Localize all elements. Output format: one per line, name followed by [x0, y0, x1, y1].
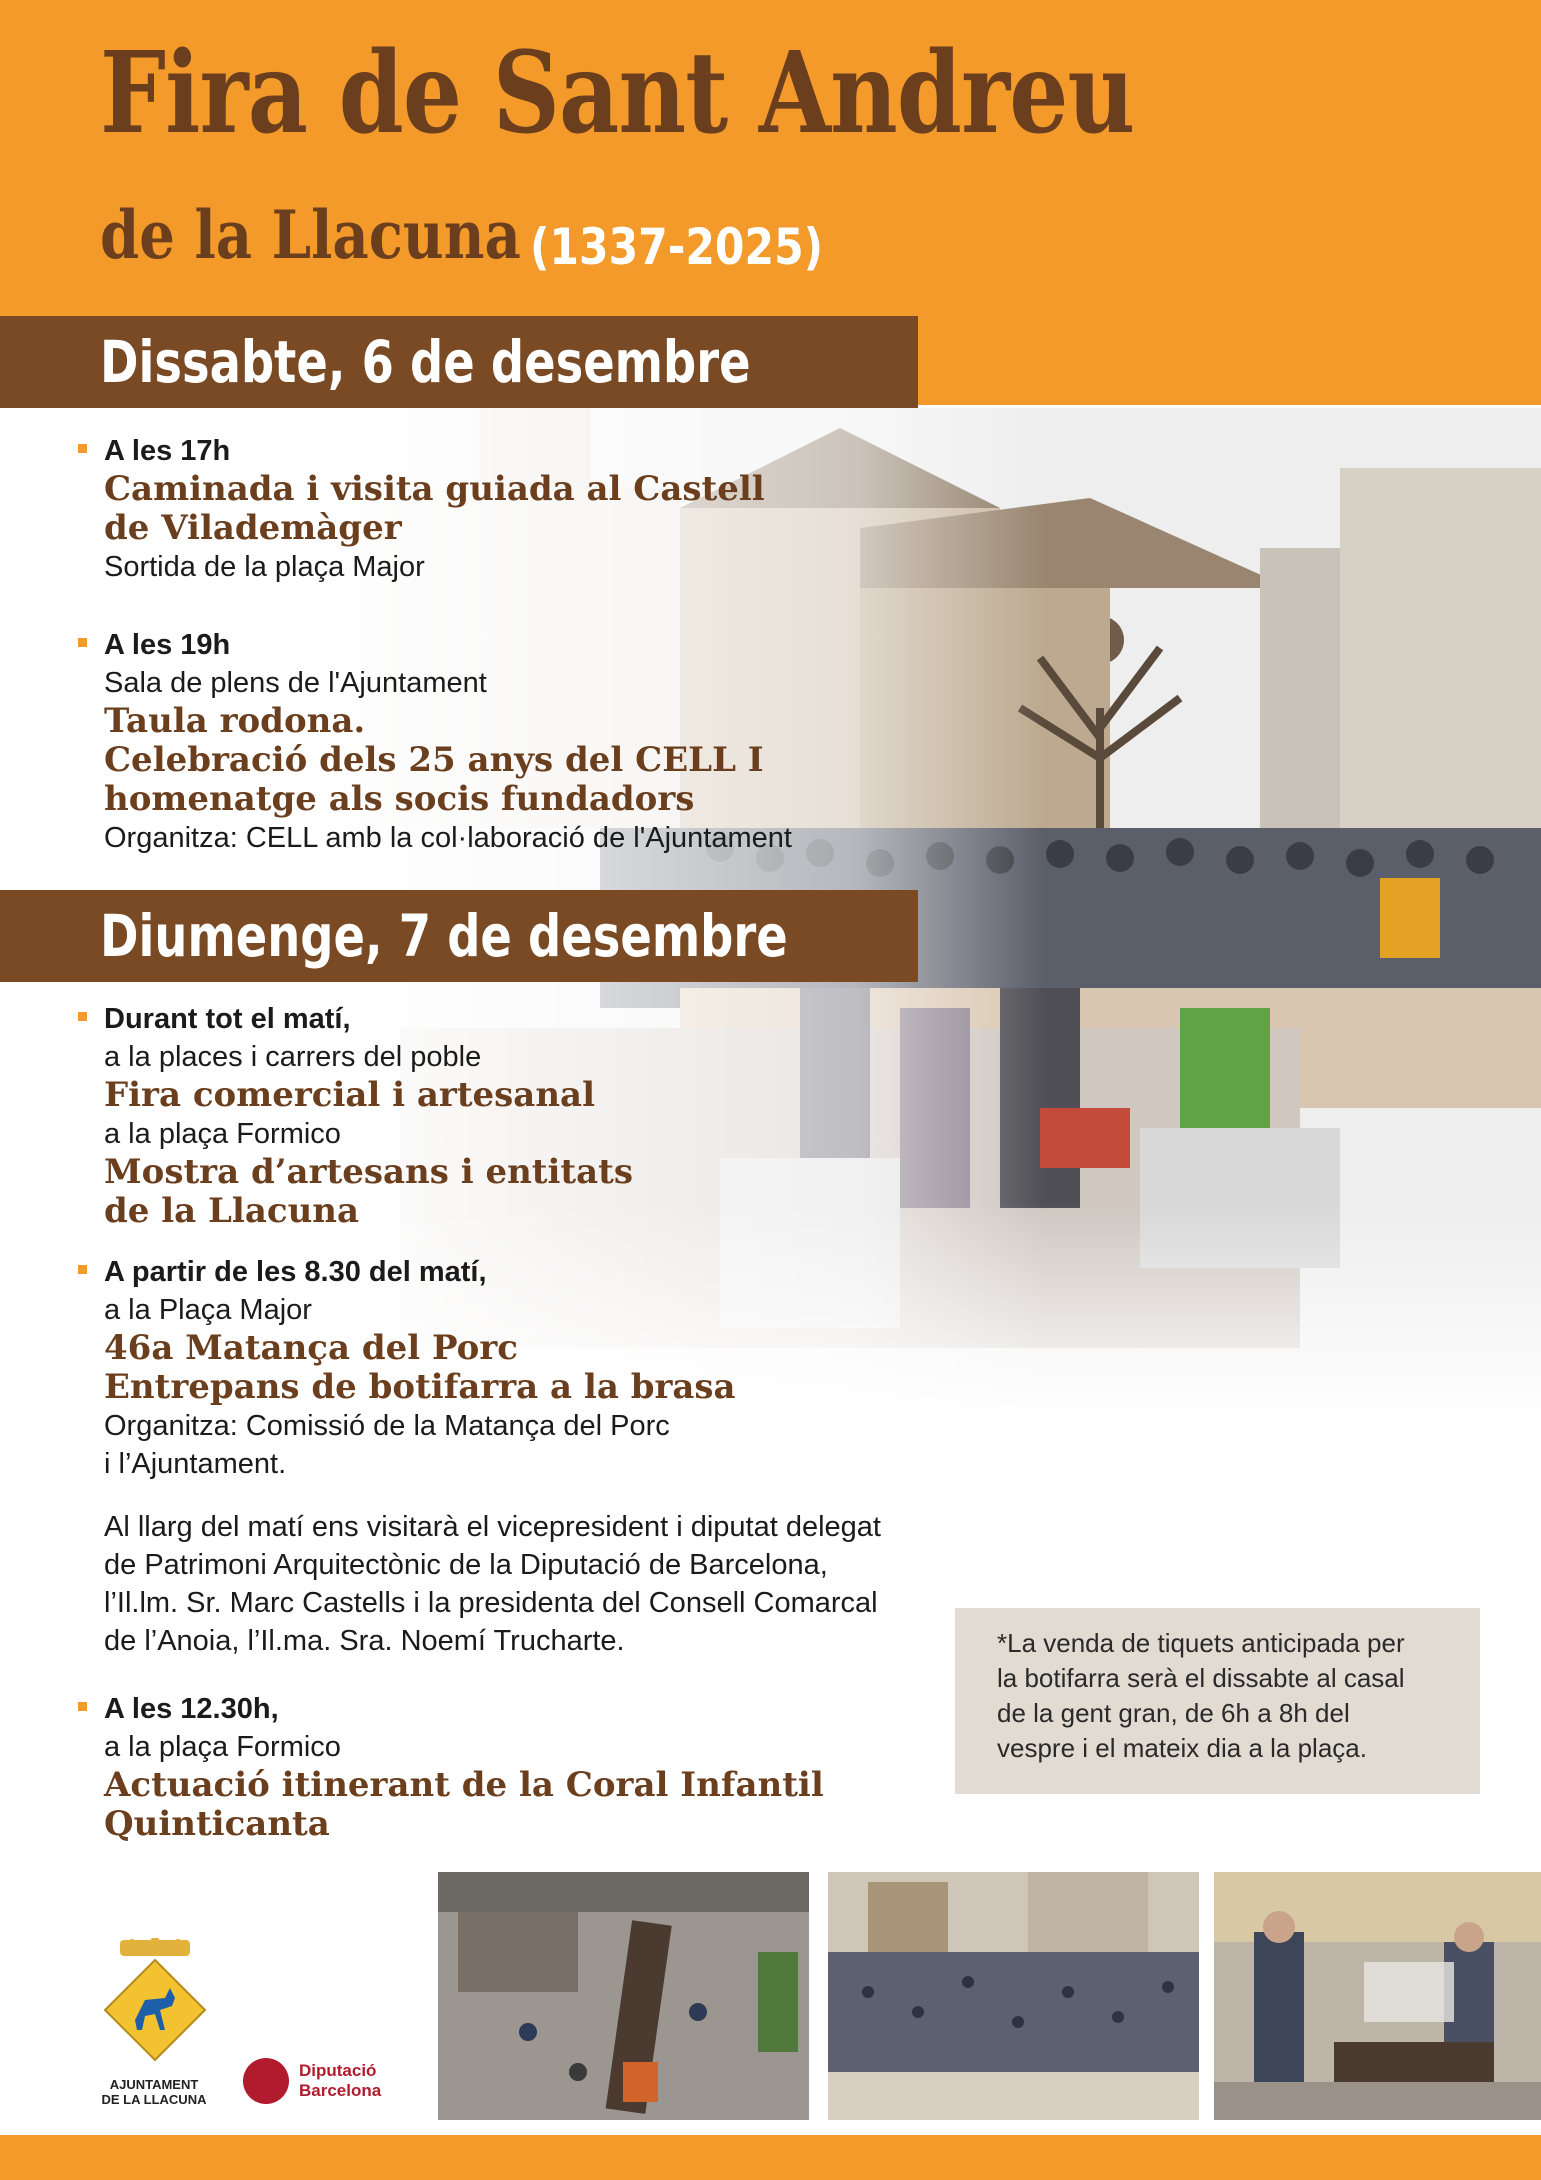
- bullet-icon: [78, 444, 87, 453]
- event-time: A les 19h: [104, 629, 231, 661]
- event-title-line: Caminada i visita guiada al Castell: [104, 469, 765, 509]
- event-time: A les 12.30h,: [104, 1693, 279, 1725]
- event-place: a la plaça Formico: [104, 1731, 341, 1763]
- poster-subtitle: [100, 196, 824, 276]
- poster-years: (1337-2025): [530, 218, 824, 276]
- bullet-icon: [78, 1012, 87, 1021]
- ajuntament-logo-text: [84, 2077, 224, 2107]
- event-organizer: Organitza: CELL amb la col·laboració de l'Ajuntament: [104, 822, 792, 854]
- poster-place: de la Llacuna: [100, 196, 521, 274]
- event-place: Sala de plens de l'Ajuntament: [104, 667, 487, 699]
- event-title-line: 46a Matança del Porc: [104, 1328, 518, 1368]
- diputacio-emblem-icon: [243, 2058, 289, 2104]
- event-time: A les 17h: [104, 435, 231, 467]
- note-line: de la gent gran, de 6h a 8h del: [997, 1698, 1350, 1728]
- event-title-line: Quinticanta: [104, 1804, 330, 1844]
- event-place: a la places i carrers del poble: [104, 1041, 482, 1073]
- event-title-line: Entrepans de botifarra a la brasa: [104, 1367, 736, 1407]
- sunday-label: Diumenge, 7 de desembre: [100, 902, 788, 970]
- ticket-note-text: [997, 1626, 1405, 1766]
- diputacio-line: Diputació: [299, 2061, 377, 2080]
- visit-paragraph: [104, 1508, 924, 1660]
- event-title-line: Celebració dels 25 anys del CELL I: [104, 740, 764, 780]
- event-17h: [104, 432, 984, 586]
- note-line: la botifarra serà el dissabte al casal: [997, 1663, 1405, 1693]
- bullet-icon: [78, 638, 87, 647]
- event-title-line: Mostra d’artesans i entitats: [104, 1152, 634, 1192]
- footer-bar: [0, 2135, 1541, 2180]
- event-title: Fira comercial i artesanal: [104, 1075, 596, 1115]
- note-line: *La venda de tiquets anticipada per: [997, 1628, 1405, 1658]
- event-title-line: homenatge als socis fundadors: [104, 779, 695, 819]
- visit-line: de Patrimoni Arquitectònic de la Diputació de Barcelona,: [104, 1549, 828, 1581]
- event-morning: [104, 1000, 984, 1231]
- event-title-line: Taula rodona.: [104, 701, 366, 741]
- ajuntament-line: AJUNTAMENT: [109, 2077, 199, 2092]
- poster-title: Fira de Sant Andreu: [100, 28, 1135, 159]
- visit-line: l’Il.lm. Sr. Marc Castells i la presidenta del Consell Comarcal: [104, 1587, 878, 1619]
- bullet-icon: [78, 1265, 87, 1274]
- bullet-icon: [78, 1702, 87, 1711]
- note-line: vespre i el mateix dia a la plaça.: [997, 1733, 1367, 1763]
- event-place: a la plaça Formico: [104, 1118, 341, 1150]
- grill-cooking-photo: [1214, 1872, 1541, 2120]
- saturday-label: Dissabte, 6 de desembre: [100, 328, 751, 396]
- event-time: Durant tot el matí,: [104, 1003, 351, 1035]
- event-detail: Sortida de la plaça Major: [104, 551, 425, 583]
- event-title-line: de Vilademàger: [104, 508, 402, 548]
- event-title-line: Actuació itinerant de la Coral Infantil: [104, 1765, 824, 1805]
- diputacio-logo-text: [299, 2061, 381, 2101]
- sunday-band: [0, 890, 918, 982]
- visit-line: de l’Anoia, l’Il.ma. Sra. Noemí Trucharte.: [104, 1625, 625, 1657]
- event-830: [104, 1253, 984, 1483]
- event-place: a la Plaça Major: [104, 1294, 312, 1326]
- event-organizer: i l’Ajuntament.: [104, 1448, 287, 1480]
- event-19h: [104, 626, 984, 857]
- ticket-note: [955, 1608, 1480, 1794]
- crowd-square-photo: [828, 1872, 1199, 2120]
- event-organizer: Organitza: Comissió de la Matança del Porc: [104, 1410, 670, 1442]
- ajuntament-line: DE LA LLACUNA: [101, 2092, 207, 2107]
- visit-line: Al llarg del matí ens visitarà el vicepresident i diputat delegat: [104, 1511, 881, 1543]
- grill-aerial-photo: [438, 1872, 809, 2120]
- coat-of-arms-icon: [100, 1938, 210, 2068]
- saturday-band: [0, 316, 918, 408]
- event-1230: [104, 1690, 984, 1844]
- event-title-line: de la Llacuna: [104, 1191, 360, 1231]
- event-time: A partir de les 8.30 del matí,: [104, 1256, 487, 1288]
- diputacio-line: Barcelona: [299, 2081, 382, 2100]
